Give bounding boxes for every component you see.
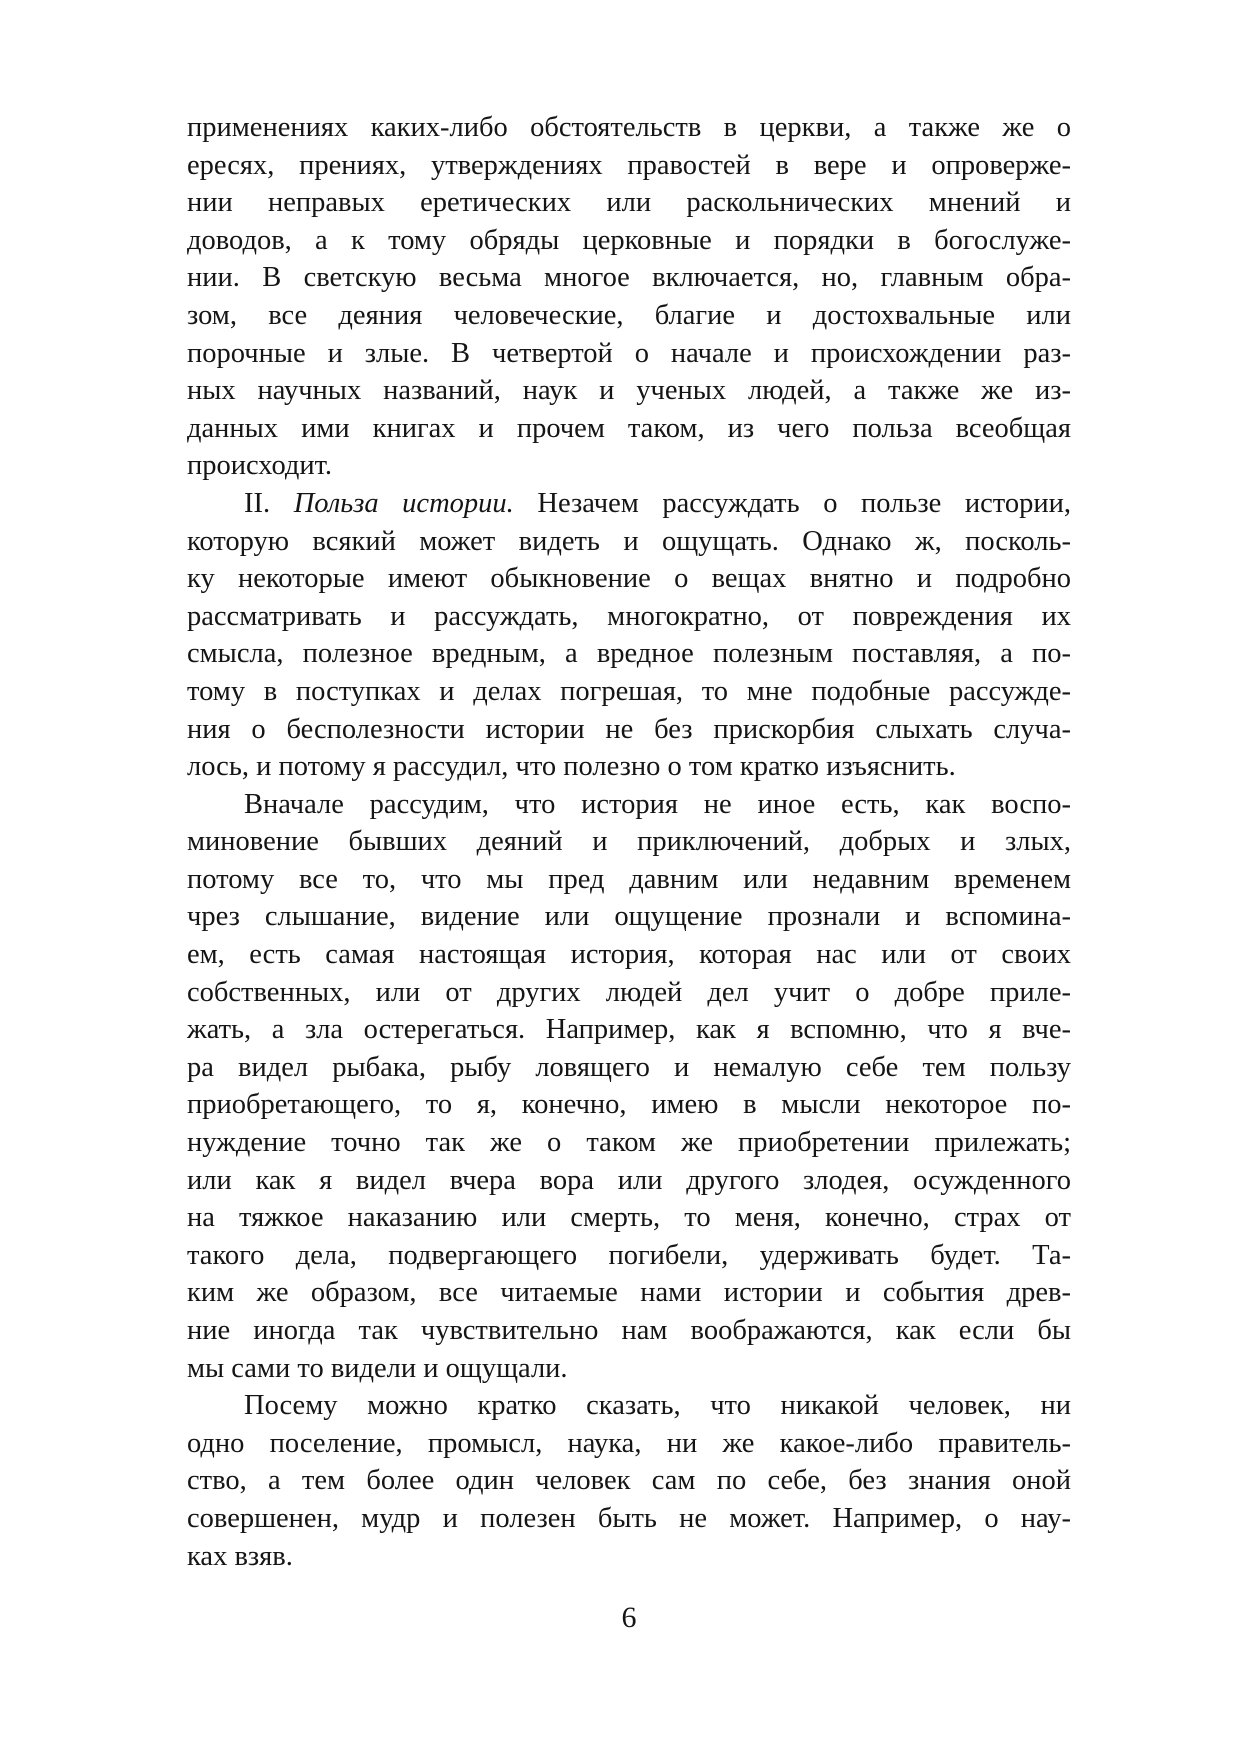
text-segment: ках взяв. (187, 1540, 293, 1572)
text-line (187, 1462, 1071, 1500)
text-line (187, 1124, 1071, 1162)
text-segment: ния о бесполезности истории не без прискорбия слыхать случа- (187, 713, 1071, 745)
text-segment: потому все то, что мы пред давним или недавним временем (187, 863, 1071, 895)
text-segment: порочные и злые. В четвертой о начале и происхождении раз- (187, 337, 1071, 369)
text-line (187, 823, 1071, 861)
text-line (187, 1350, 1071, 1388)
text-segment: на тяжкое наказанию или смерть, то меня, конечно, страх от (187, 1202, 1071, 1234)
paragraph-1 (187, 109, 1071, 485)
text-line (187, 259, 1071, 297)
text-line (187, 447, 1071, 485)
text-segment: лось, и потому я рассудил, что полезно о том кратко изъяснить. (187, 751, 956, 783)
text-segment: ство, а тем более один человек сам по себе, без знания оной (187, 1465, 1071, 1497)
text-line (187, 598, 1071, 636)
text-line (187, 1500, 1071, 1538)
paragraph-4 (187, 1387, 1071, 1575)
text-line (187, 974, 1071, 1012)
text-segment: II. (244, 487, 294, 519)
text-line (187, 1387, 1071, 1425)
text-line (187, 673, 1071, 711)
text-line (187, 711, 1071, 749)
text-line (187, 1199, 1071, 1237)
text-line (187, 222, 1071, 260)
text-line (187, 1312, 1071, 1350)
text-line (187, 1237, 1071, 1275)
text-segment: ем, есть самая настоящая история, которая нас или от своих (187, 939, 1071, 971)
text-line (187, 410, 1071, 448)
text-segment: миновение бывших деяний и приключений, добрых и злых, (187, 826, 1071, 858)
text-segment: жать, а зла остерегаться. Например, как я вспомню, что я вче- (187, 1014, 1071, 1046)
text-segment: приобретающего, то я, конечно, имею в мысли некоторое по- (187, 1089, 1071, 1121)
page-number: 6 (621, 1601, 637, 1634)
text-segment: ким же образом, все читаемые нами истории и события древ- (187, 1277, 1071, 1309)
text-line (187, 1086, 1071, 1124)
text-segment: рассматривать и рассуждать, многократно, от повреждения их (187, 600, 1071, 632)
text-segment: Вначале рассудим, что история не иное есть, как воспо- (244, 788, 1071, 820)
text-segment: смысла, полезное вредным, а вредное полезным поставляя, а по- (187, 638, 1071, 670)
text-segment: ра видел рыбака, рыбу ловящего и немалую себе тем пользу (187, 1051, 1071, 1083)
italic-text-segment: Польза истории. (293, 487, 514, 519)
text-segment: мы сами то видели и ощущали. (187, 1352, 568, 1384)
text-segment: Незачем рассуждать о пользе истории, (513, 487, 1071, 519)
text-line (187, 786, 1071, 824)
text-segment: ных научных названий, наук и ученых людей, а также же из- (187, 375, 1071, 407)
text-segment: совершенен, мудр и полезен быть не может. Например, о нау- (187, 1502, 1071, 1534)
text-line (187, 523, 1071, 561)
text-line (187, 1162, 1071, 1200)
text-segment: зом, все деяния человеческие, благие и достохвальные или (187, 299, 1071, 331)
text-segment: доводов, а к тому обряды церковные и порядки в богослуже- (187, 224, 1071, 256)
text-line (187, 1049, 1071, 1087)
text-segment: такого дела, подвергающего погибели, удерживать будет. Та- (187, 1239, 1071, 1271)
text-line (187, 372, 1071, 410)
text-line (187, 898, 1071, 936)
text-line (187, 936, 1071, 974)
text-line (187, 297, 1071, 335)
text-line (187, 1538, 1071, 1576)
text-segment: одно поселение, промысл, наука, ни же какое-либо правитель- (187, 1427, 1071, 1459)
text-segment: чрез слышание, видение или ощущение прознали и вспомина- (187, 901, 1071, 933)
text-line (187, 147, 1071, 185)
text-segment: Посему можно кратко сказать, что никакой человек, ни (244, 1390, 1071, 1422)
paragraph-2 (187, 485, 1071, 786)
text-segment: или как я видел вчера вора или другого злодея, осужденного (187, 1164, 1071, 1196)
text-segment: ересях, прениях, утверждениях правостей в вере и опроверже- (187, 149, 1071, 181)
text-segment: нии неправых еретических или раскольнических мнений и (187, 187, 1071, 219)
text-segment: собственных, или от других людей дел учит о добре приле- (187, 976, 1071, 1008)
text-line (187, 485, 1071, 523)
text-segment: происходит. (187, 450, 333, 482)
text-line (187, 635, 1071, 673)
text-segment: данных ими книгах и прочем таком, из чего польза всеобщая (187, 412, 1071, 444)
text-segment: ку некоторые имеют обыкновение о вещах внятно и подробно (187, 563, 1071, 595)
text-line (187, 1274, 1071, 1312)
text-segment: нии. В светскую весьма многое включается, но, главным обра- (187, 262, 1071, 294)
text-segment: тому в поступках и делах погрешая, то мне подобные рассужде- (187, 675, 1071, 707)
text-segment: ние иногда так чувствительно нам воображаются, как если бы (187, 1315, 1071, 1346)
text-line (187, 1011, 1071, 1049)
text-line (187, 1425, 1071, 1463)
text-line (187, 748, 1071, 786)
text-line (187, 560, 1071, 598)
paragraph-3 (187, 786, 1071, 1388)
text-segment: нуждение точно так же о таком же приобретении прилежать; (187, 1127, 1071, 1159)
text-segment: которую всякий может видеть и ощущать. Однако ж, посколь- (187, 525, 1071, 557)
text-block (187, 109, 1071, 1575)
text-line (187, 861, 1071, 899)
text-line (187, 335, 1071, 373)
text-segment: применениях каких-либо обстоятельств в церкви, а также же о (187, 112, 1071, 143)
text-line (187, 184, 1071, 222)
text-line (187, 109, 1071, 147)
